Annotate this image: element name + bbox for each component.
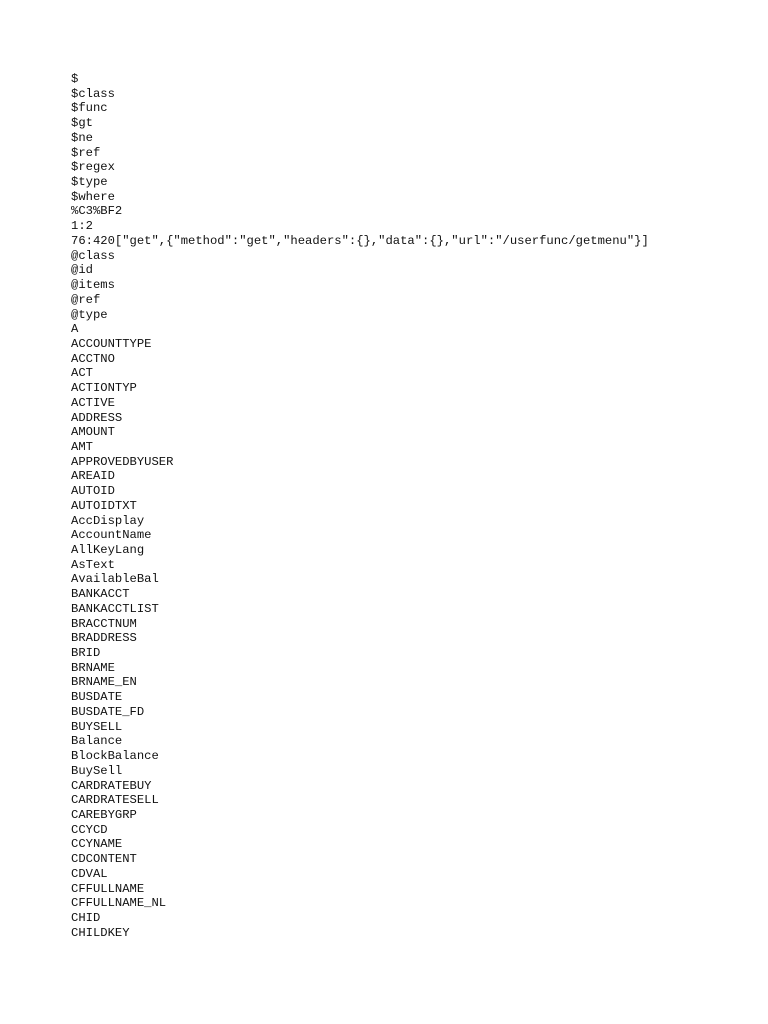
word-list-line: ACCOUNTTYPE: [71, 336, 152, 351]
word-list-line: ACTIVE: [71, 395, 115, 410]
word-list-line: AvailableBal: [71, 572, 159, 587]
word-list-line: $func: [71, 101, 108, 116]
word-list-line: CHILDKEY: [71, 925, 130, 940]
word-list-line: BRADDRESS: [71, 631, 137, 646]
word-list-line: CDCONTENT: [71, 852, 137, 867]
word-list-line: $ne: [71, 130, 93, 145]
word-list-line: $gt: [71, 116, 93, 131]
word-list-line: CCYCD: [71, 822, 108, 837]
word-list-line: 1:2: [71, 219, 93, 234]
word-list-line: APPROVEDBYUSER: [71, 454, 174, 469]
word-list-line: ACCTNO: [71, 351, 115, 366]
word-list-line: ACT: [71, 366, 93, 381]
word-list-line: @type: [71, 307, 108, 322]
word-list-line: AMT: [71, 439, 93, 454]
word-list-line: $class: [71, 86, 115, 101]
word-list-line: CARDRATESELL: [71, 793, 159, 808]
word-list-line: BRNAME_EN: [71, 675, 137, 690]
word-list-line: BlockBalance: [71, 749, 159, 764]
word-list-line: CDVAL: [71, 866, 108, 881]
word-list-line: @items: [71, 278, 115, 293]
word-list: [71, 72, 649, 940]
word-list-line: BRID: [71, 646, 101, 661]
word-list-line: AccDisplay: [71, 513, 145, 528]
word-list-line: CARDRATEBUY: [71, 778, 152, 793]
word-list-line: AccountName: [71, 528, 152, 543]
word-list-line: AllKeyLang: [71, 543, 145, 557]
word-list-line: 76:420["get",{"method":"get","headers":{},"data":{},"url":"/userfunc/getmenu"}]: [71, 233, 649, 248]
word-list-line: AMOUNT: [71, 425, 115, 440]
word-list-line: @ref: [71, 292, 101, 307]
word-list-line: CHID: [71, 910, 101, 925]
word-list-line: $type: [71, 175, 108, 190]
word-list-line: $regex: [71, 160, 115, 175]
word-list-line: BUSDATE: [71, 690, 123, 705]
word-list-line: CFFULLNAME: [71, 881, 145, 896]
word-list-line: AsText: [71, 557, 115, 572]
word-list-line: %C3%BF2: [71, 204, 123, 219]
word-list-line: $ref: [71, 145, 101, 160]
word-list-line: CAREBYGRP: [71, 807, 137, 822]
word-list-line: BuySell: [71, 763, 123, 778]
word-list-line: BUSDATE_FD: [71, 704, 145, 719]
word-list-line: Balance: [71, 734, 123, 749]
word-list-line: AUTOID: [71, 484, 115, 499]
word-list-line: ACTIONTYP: [71, 381, 137, 396]
word-list-line: ADDRESS: [71, 410, 123, 425]
word-list-line: AUTOIDTXT: [71, 498, 137, 513]
word-list-line: BRNAME: [71, 660, 115, 675]
word-list-line: BANKACCT: [71, 587, 130, 602]
word-list-line: $: [71, 72, 79, 86]
word-list-line: BRACCTNUM: [71, 616, 137, 631]
word-list-line: BUYSELL: [71, 719, 123, 734]
word-list-line: CCYNAME: [71, 837, 123, 852]
word-list-line: @class: [71, 248, 115, 263]
word-list-line: @id: [71, 263, 93, 278]
word-list-line: BANKACCTLIST: [71, 601, 159, 616]
word-list-line: AREAID: [71, 469, 115, 484]
word-list-line: CFFULLNAME_NL: [71, 896, 167, 911]
word-list-line: $where: [71, 189, 115, 204]
word-list-line: A: [71, 322, 79, 337]
